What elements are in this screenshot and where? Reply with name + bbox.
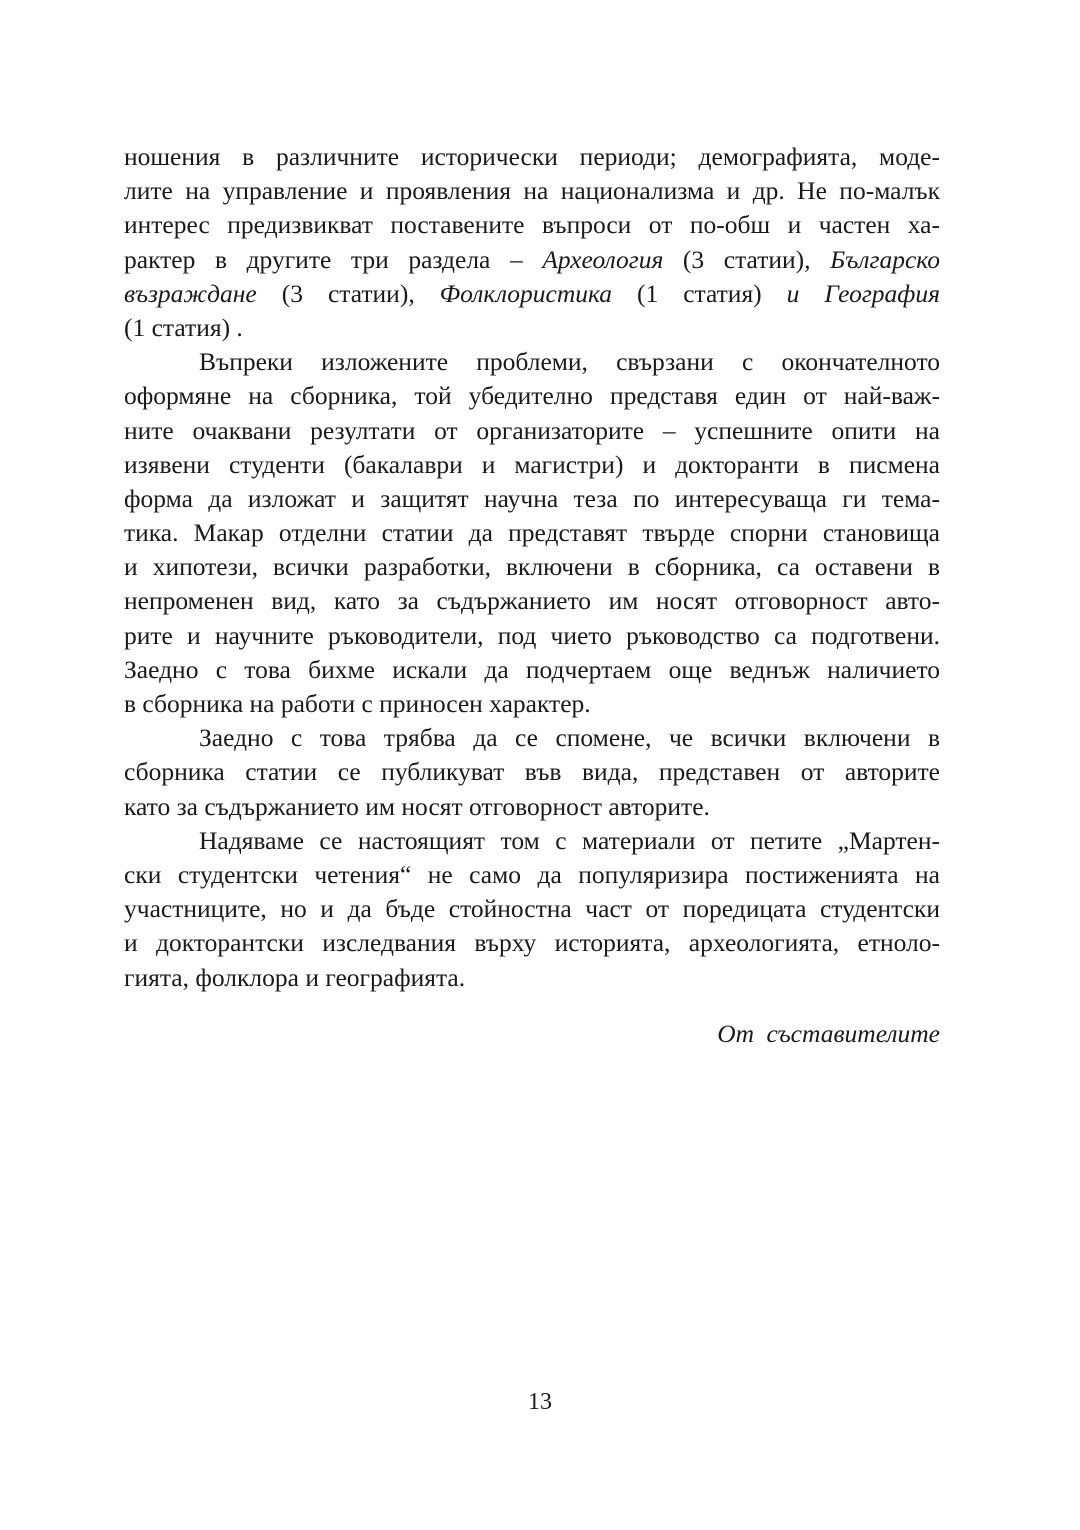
text-segment: оформяне на сборника, той убедително представя един от най-важ- xyxy=(124,381,940,411)
text-segment: (3 статии) xyxy=(663,244,805,274)
text-segment: гията, фолклора и географията. xyxy=(124,962,466,992)
text-segment: непроменен вид, като за съдържанието им носят отговорност авто- xyxy=(124,586,940,616)
italic-text-segment: възраждане xyxy=(124,278,257,308)
paragraph xyxy=(124,824,940,995)
text-segment: Надяваме се настоящият том с материали от петите „Мартен- xyxy=(199,825,940,855)
text-line xyxy=(124,755,940,789)
text-segment: рите и научните ръководители, под чието ръководство са подготвени. xyxy=(124,620,940,650)
text-segment: като за съдържанието им носят отговорност авторите. xyxy=(124,791,710,821)
text-line xyxy=(124,619,940,653)
text-line xyxy=(124,208,940,242)
italic-text-segment: Археология xyxy=(542,244,664,274)
text-line xyxy=(124,584,940,618)
text-segment: ните очаквани резултати от организаторите – успешните опити на xyxy=(124,415,940,445)
text-segment: форма да изложат и защитят научна теза по интересуваща ги тема- xyxy=(124,483,940,513)
italic-text-segment: , Българско xyxy=(804,244,940,274)
text-line xyxy=(124,721,940,755)
text-line xyxy=(124,414,940,448)
text-segment: лите на управление и проявления на национализма и др. Не по-малък xyxy=(124,176,940,206)
paragraph xyxy=(124,140,940,345)
text-segment: интерес предизвикват поставените въпроси от по-обш и частен ха- xyxy=(124,210,940,240)
text-line xyxy=(124,653,940,687)
text-segment: (1 статия) xyxy=(612,278,787,308)
text-line xyxy=(124,961,940,995)
text-segment: Заедно с това трябва да се спомене, че всички включени в xyxy=(199,723,940,753)
text-line xyxy=(124,790,940,824)
text-segment: участниците, но и да бъде стойностна част от поредицата студентски xyxy=(124,894,940,924)
paragraph xyxy=(124,721,940,824)
text-segment: Въпреки изложените проблеми, свързани с окончателното xyxy=(199,347,940,377)
text-line xyxy=(124,311,940,345)
text-segment: Заедно с това бихме искали да подчертаем още веднъж наличието xyxy=(124,654,940,684)
text-segment: и докторантски изследвания върху историята, археологията, етноло- xyxy=(124,928,940,958)
paragraph xyxy=(124,345,940,721)
text-line xyxy=(124,379,940,413)
text-line xyxy=(124,345,940,379)
text-segment: ношения в различните исторически периоди; демографията, моде- xyxy=(124,142,940,171)
text-line xyxy=(124,448,940,482)
text-line xyxy=(124,824,940,858)
text-line xyxy=(124,687,940,721)
text-line xyxy=(124,174,940,208)
text-segment: ски студентски четения“ не само да популяризира постиженията на xyxy=(124,859,940,889)
text-line xyxy=(124,892,940,926)
text-segment: в сборника на работи с приносен характер. xyxy=(124,689,591,718)
text-segment: изявени студенти (бакалаври и магистри) и докторанти в писмена xyxy=(124,449,940,479)
italic-text-segment: , Фолклористика xyxy=(408,278,613,308)
text-segment: и хипотези, всички разработки, включени в сборника, са оставени в xyxy=(124,552,940,582)
text-segment: тика. Макар отделни статии да представят твърде спорни становища xyxy=(124,518,940,548)
text-line xyxy=(124,550,940,584)
text-line xyxy=(124,482,940,516)
text-segment: сборника статии се публикуват във вида, представен от авторите xyxy=(124,757,940,787)
page-body xyxy=(124,140,940,995)
text-line xyxy=(124,140,940,174)
text-segment: (3 статии) xyxy=(256,278,409,308)
text-segment: рактер в другите три раздела – xyxy=(124,244,543,274)
text-line xyxy=(124,516,940,550)
signature: От съставителите xyxy=(717,1019,940,1048)
text-segment: (1 статия) . xyxy=(124,312,243,342)
text-line xyxy=(124,277,940,311)
text-line xyxy=(124,926,940,960)
italic-text-segment: и География xyxy=(786,278,940,308)
page-number: 13 xyxy=(528,1389,552,1415)
text-line xyxy=(124,858,940,892)
text-line xyxy=(124,243,940,277)
